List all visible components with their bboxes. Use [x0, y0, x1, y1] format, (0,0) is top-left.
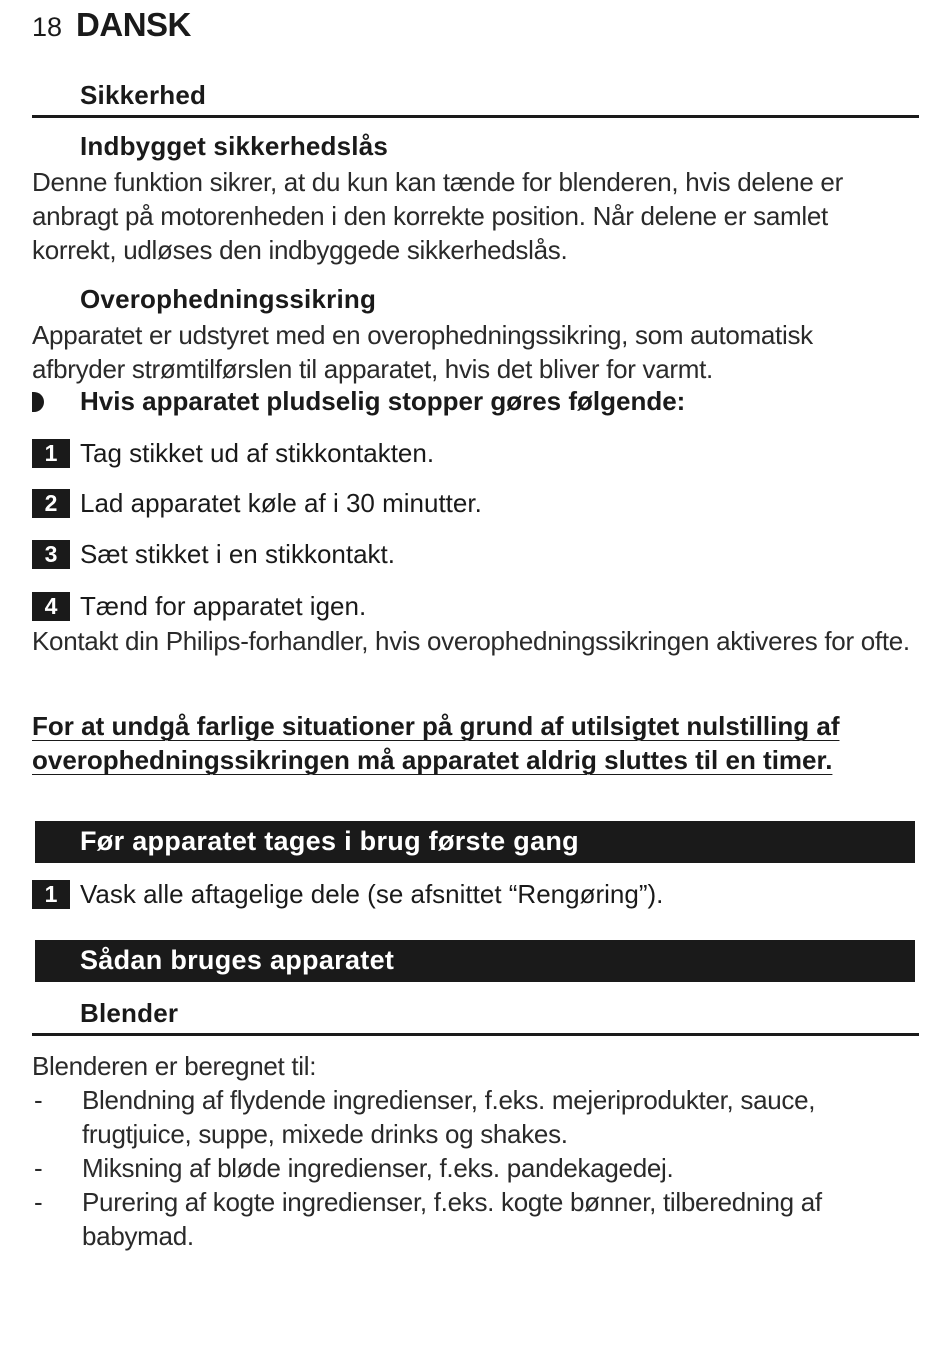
step-number: 1: [32, 880, 70, 909]
section-bar-title: Sådan bruges apparatet: [80, 945, 395, 975]
list-item: [32, 1151, 912, 1185]
list-item-text: Miksning af bløde ingredienser, f.eks. pandekagedej.: [82, 1153, 674, 1183]
step-number: 4: [32, 592, 70, 621]
step-item: [32, 879, 663, 910]
section-bar-usage: [35, 940, 915, 982]
list-item: [32, 1083, 912, 1151]
step-number: 1: [32, 439, 70, 468]
usage-list: [32, 1049, 912, 1253]
paragraph-safety-lock: Denne funktion sikrer, at du kun kan tænde for blenderen, hvis delene er anbragt på motorenheden i den korrekte position. Når delene er samlet korrekt, udløses den indbyggede sikkerhedslås.: [32, 167, 843, 265]
subheading-overheat: Overophedningssikring: [80, 284, 377, 314]
list-item-text: Blendning af flydende ingredienser, f.eks. mejeriprodukter, sauce, frugtjuice, suppe, mixede drinks og shakes.: [82, 1085, 816, 1149]
section-heading-blender: Blender: [80, 998, 179, 1028]
paragraph-overheat: Apparatet er udstyret med en overophedningssikring, som automatisk afbryder strømtilførslen til apparatet, hvis det bliver for varmt.: [32, 320, 813, 384]
step-text: Lad apparatet køle af i 30 minutter.: [80, 488, 482, 518]
bullet-instruction: [32, 386, 685, 417]
step-number: 3: [32, 540, 70, 569]
step-number: 2: [32, 489, 70, 518]
subheading-safety-lock: Indbygget sikkerhedslås: [80, 131, 389, 161]
bullet-marker-icon: [32, 392, 44, 412]
list-item: [32, 1185, 912, 1253]
list-item-text: Purering af kogte ingredienser, f.eks. kogte bønner, tilberedning af babymad.: [82, 1187, 822, 1251]
section-rule: [32, 1033, 919, 1036]
step-text: Tænd for apparatet igen.: [80, 591, 367, 621]
usage-intro: Blenderen er beregnet til:: [32, 1051, 317, 1081]
step-item: [32, 539, 395, 570]
warning-text: [32, 709, 852, 777]
bullet-text: Hvis apparatet pludselig stopper gøres følgende:: [80, 386, 686, 416]
section-bar-title: Før apparatet tages i brug første gang: [80, 826, 579, 856]
step-text: Sæt stikket i en stikkontakt.: [80, 539, 396, 569]
step-text: Tag stikket ud af stikkontakten.: [80, 438, 435, 468]
warning-line: overophedningssikringen må apparatet aldrig sluttes til en timer.: [32, 745, 833, 775]
page-section-title: DANSK: [76, 6, 191, 43]
section-bar-first-use: [35, 821, 915, 863]
step-item: [32, 488, 482, 519]
warning-line: For at undgå farlige situationer på grund af utilsigtet nulstilling af: [32, 711, 840, 741]
step-text: Vask alle aftagelige dele (se afsnittet “Rengøring”).: [80, 879, 664, 909]
paragraph-contact: Kontakt din Philips-forhandler, hvis overophedningssikringen aktiveres for ofte.: [32, 626, 910, 656]
section-heading-safety: Sikkerhed: [80, 80, 207, 110]
list-dash: -: [34, 1085, 43, 1115]
list-dash: -: [34, 1187, 43, 1217]
section-rule: [32, 115, 919, 118]
page-number: 18: [32, 12, 63, 42]
list-dash: -: [34, 1153, 43, 1183]
step-item: [32, 438, 434, 469]
step-item: [32, 591, 366, 622]
page-header: [32, 6, 191, 44]
